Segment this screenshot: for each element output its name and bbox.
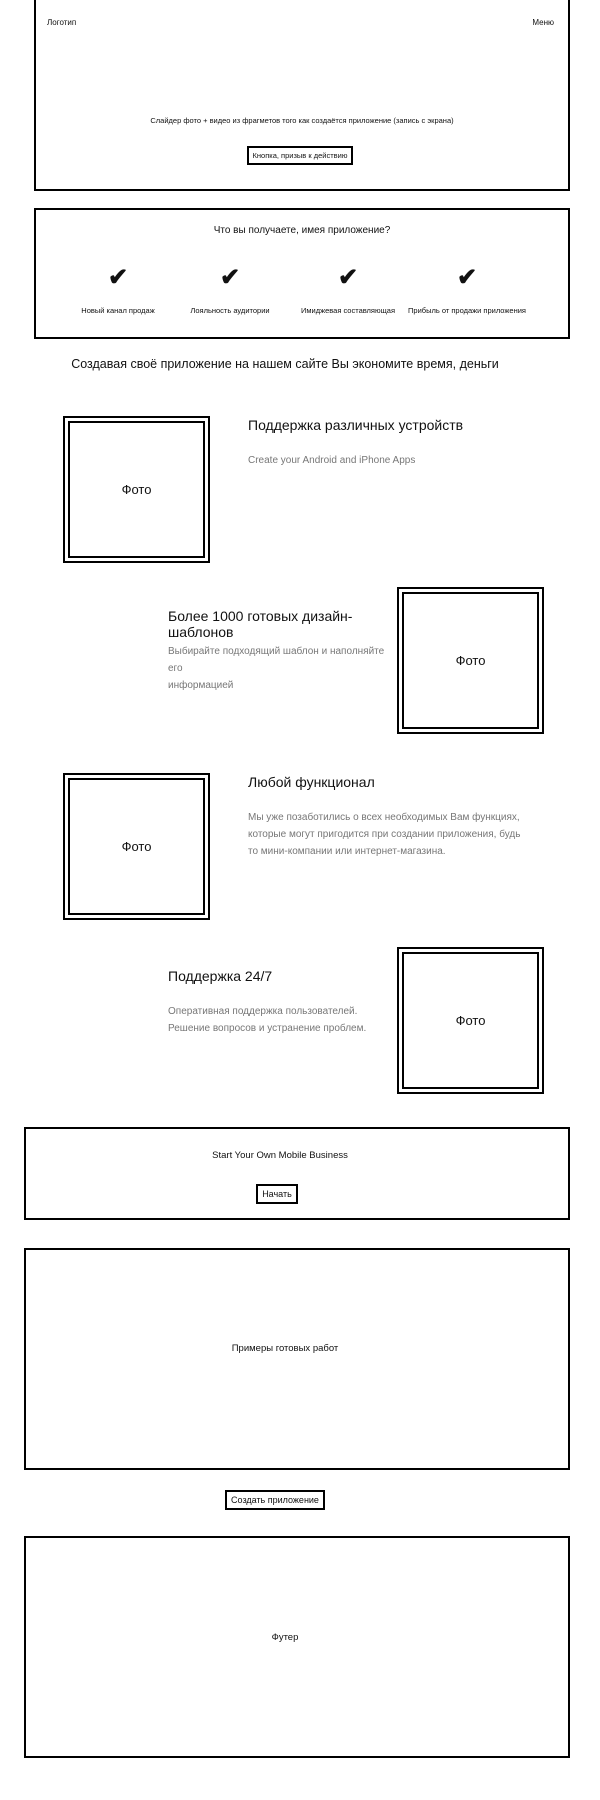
feature-title: Поддержка различных устройств	[248, 417, 464, 433]
feature-desc-line: Мы уже позаботились о всех необходимых Вам функциях,	[248, 812, 520, 823]
portfolio-label: Примеры готовых работ	[231, 1343, 339, 1354]
cta-button[interactable]: Кнопка, призыв к действию	[247, 146, 354, 165]
feature-desc-line: Оперативная поддержка пользователей.	[168, 1006, 358, 1017]
photo-placeholder: Фото	[68, 421, 205, 558]
benefit-item	[417, 266, 517, 290]
feature-photo	[63, 416, 210, 563]
benefits-title: Что вы получаете, имея приложение?	[213, 225, 391, 236]
feature-desc-line: Выбирайте подходящий шаблон и наполняйте его	[168, 646, 385, 674]
feature-desc-line: Create your Android and iPhone Apps	[248, 455, 416, 466]
feature-title: Любой функционал	[248, 774, 375, 790]
checkmark-icon: ✔	[107, 264, 129, 291]
checkmark-icon: ✔	[337, 264, 359, 291]
feature-desc-line: информацией	[168, 680, 234, 691]
menu-button[interactable]: Меню	[532, 18, 554, 27]
benefit-label: Прибыль от продажи приложения	[408, 306, 526, 315]
feature-title: Поддержка 24/7	[168, 968, 273, 984]
checkmark-icon: ✔	[219, 264, 241, 291]
feature-desc-line: Решение вопросов и устранение проблем.	[168, 1023, 367, 1034]
create-app-button[interactable]: Создать приложение	[225, 1490, 325, 1510]
footer-section	[24, 1536, 570, 1758]
start-button-wrap	[24, 1184, 530, 1204]
feature-title: Более 1000 готовых дизайн-шаблонов	[168, 608, 353, 640]
benefit-item	[180, 266, 280, 290]
feature-desc	[248, 809, 548, 860]
feature-desc-line: которые могут пригодится при создании приложения, будь	[248, 829, 521, 840]
photo-placeholder: Фото	[402, 592, 539, 729]
feature-desc	[168, 1003, 398, 1037]
portfolio-section	[24, 1248, 570, 1470]
checkmark-icon: ✔	[456, 264, 478, 291]
photo-placeholder: Фото	[68, 778, 205, 915]
feature-desc-line: то мини-компании или интернет-магазина.	[248, 846, 446, 857]
tagline: Создавая своё приложение на нашем сайте Вы экономите время, деньги	[71, 357, 499, 371]
benefit-item	[68, 266, 168, 290]
start-title: Start Your Own Mobile Business	[212, 1150, 348, 1161]
benefit-label: Лояльность аудитории	[190, 306, 270, 315]
hero-cta-button-wrap	[0, 145, 600, 165]
benefit-label: Имиджевая составляющая	[300, 306, 396, 315]
feature-desc	[168, 643, 398, 694]
feature-photo	[63, 773, 210, 920]
feature-photo	[397, 947, 544, 1094]
footer-label: Футер	[271, 1632, 299, 1643]
start-button[interactable]: Начать	[256, 1184, 298, 1204]
benefit-label: Новый канал продаж	[81, 306, 155, 315]
start-section	[24, 1127, 570, 1220]
slider-caption: Слайдер фото + видео из фрагметов того как создаётся приложение (запись с экрана)	[150, 116, 454, 125]
create-app-button-wrap	[0, 1490, 550, 1510]
feature-desc	[248, 452, 548, 469]
photo-placeholder: Фото	[402, 952, 539, 1089]
feature-photo	[397, 587, 544, 734]
logo[interactable]: Логотип	[47, 18, 77, 27]
benefit-item	[298, 266, 398, 290]
